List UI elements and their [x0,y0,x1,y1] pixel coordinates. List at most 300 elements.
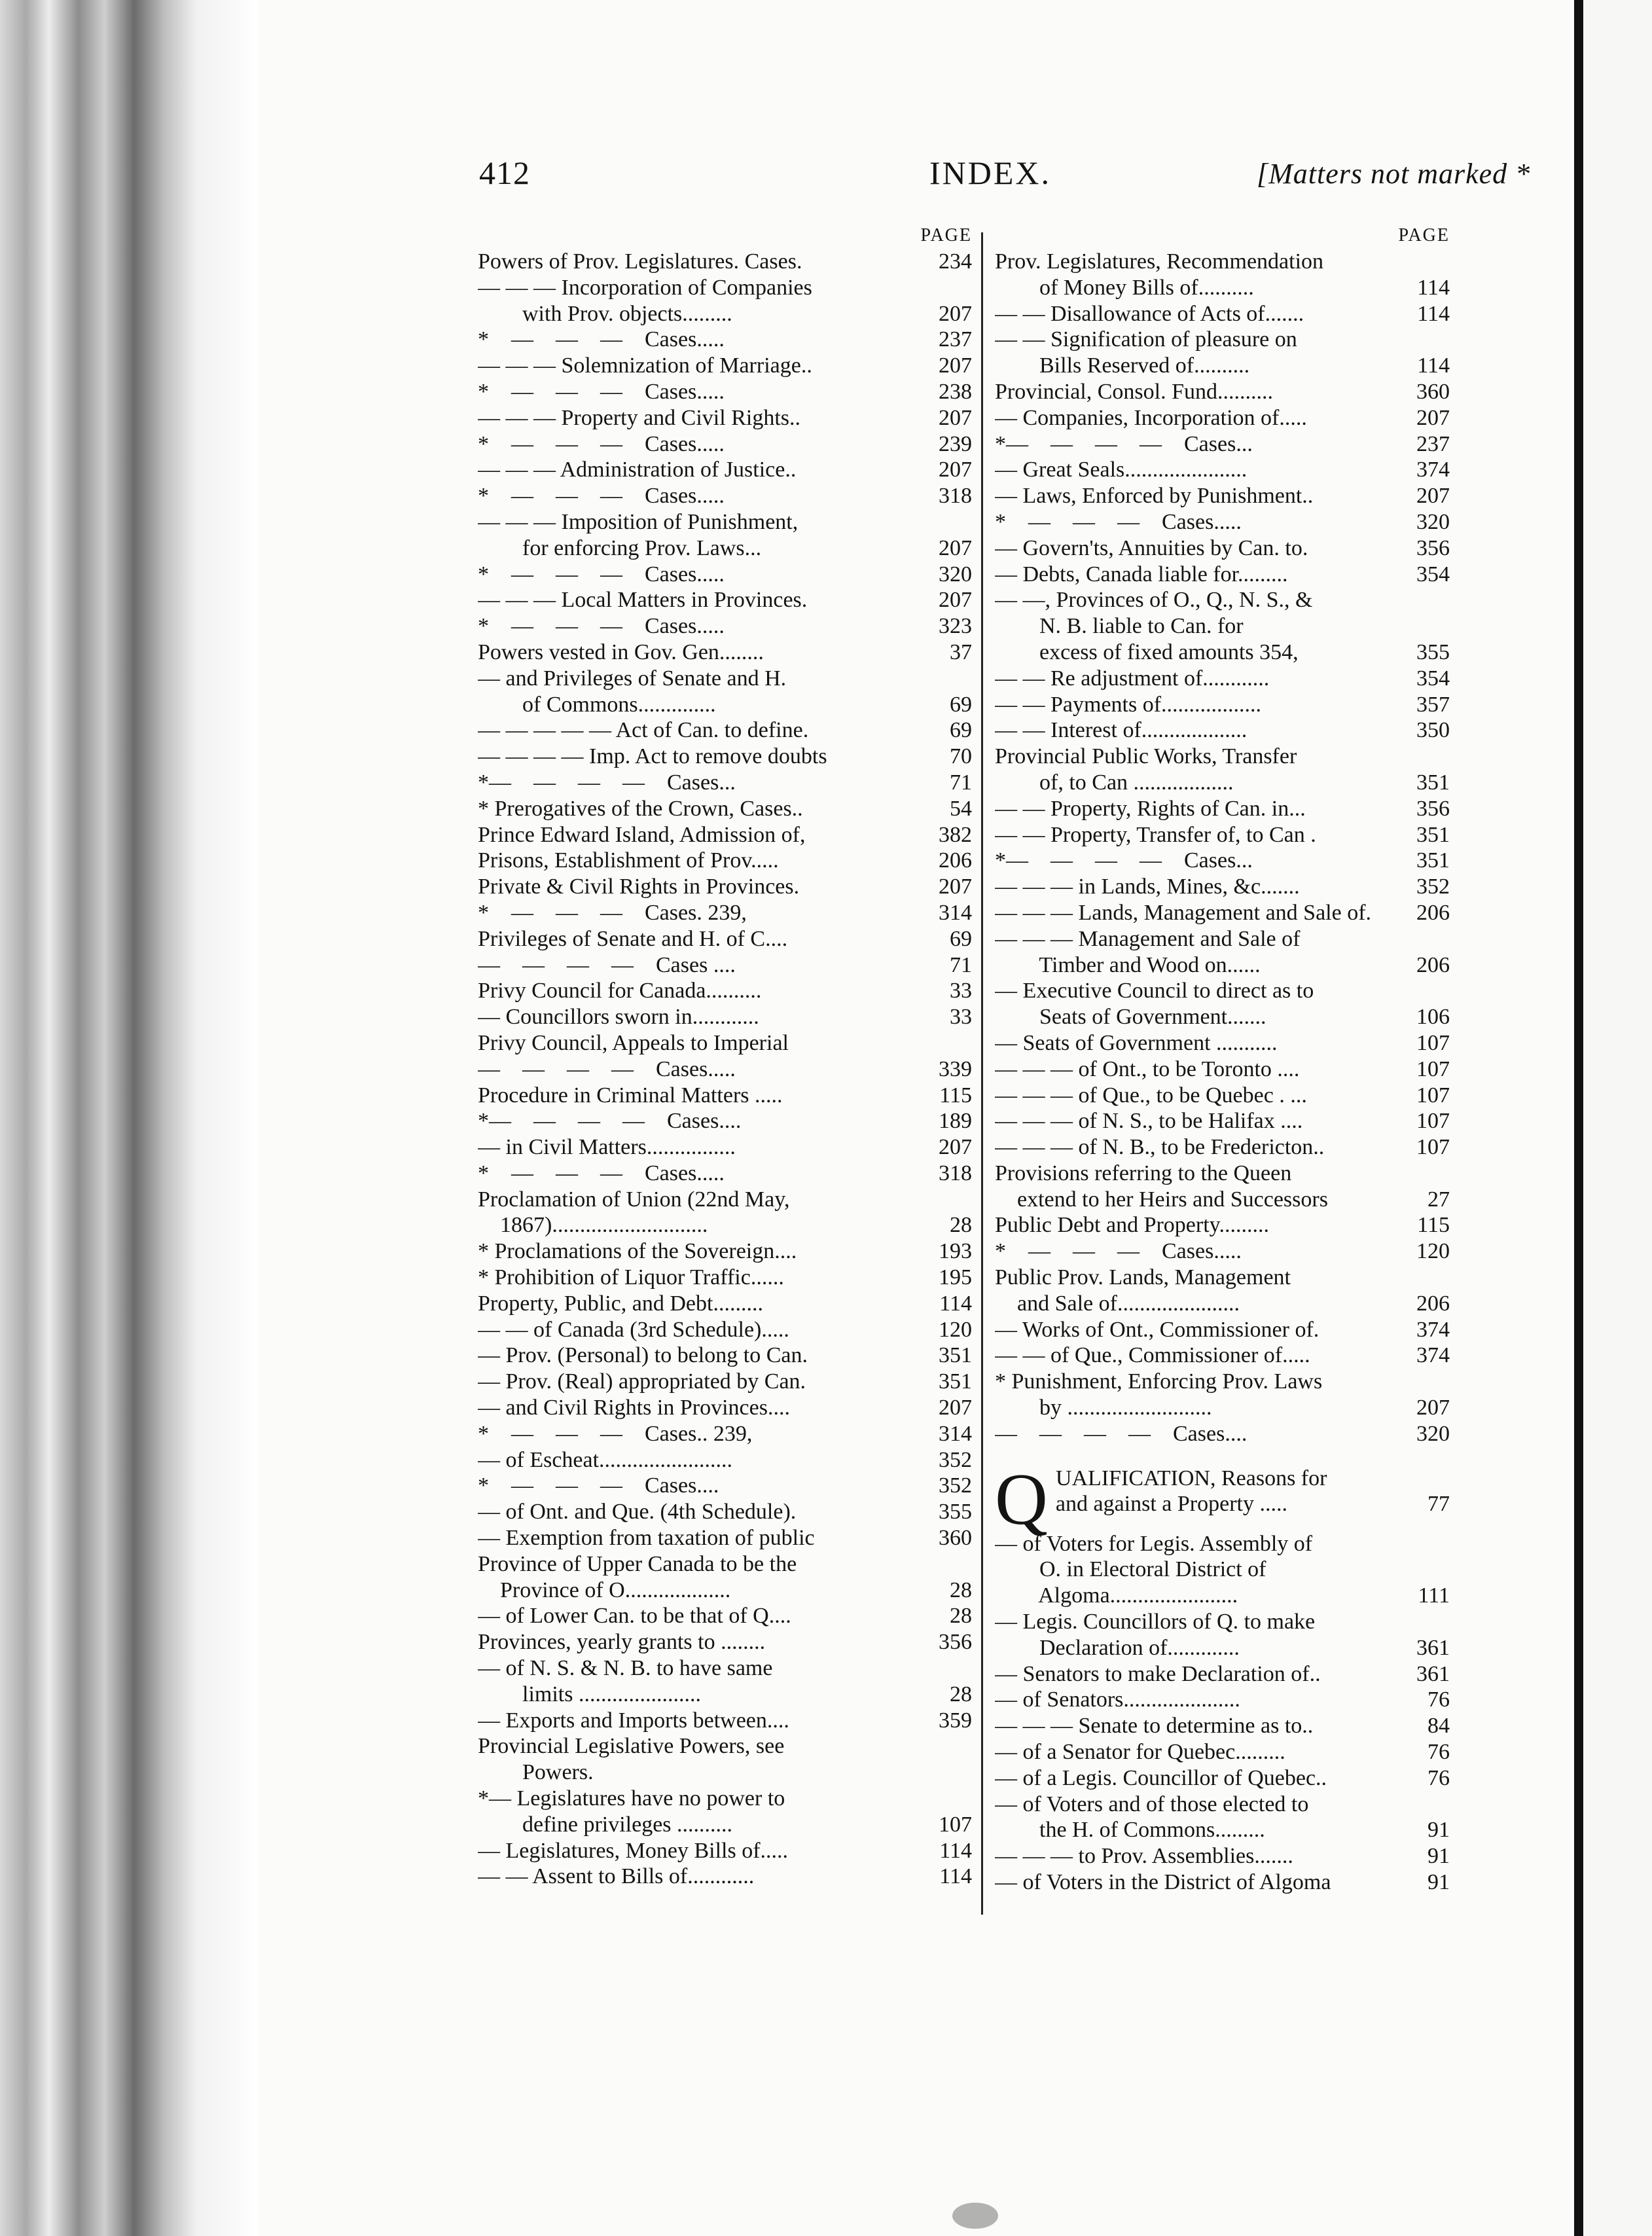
entry-text: Provincial Public Works, Transfer [995,744,1297,769]
index-entry [995,1421,1450,1447]
index-entry [478,613,972,640]
index-entry [478,379,972,405]
entry-page-number: 234 [939,249,972,274]
entry-page-number: 352 [939,1447,972,1472]
entry-page-number: 351 [1416,848,1450,873]
entry-text: — of a Legis. Councillor of Quebec.. [995,1765,1327,1790]
entry-page-number: 339 [939,1056,972,1081]
index-entry [478,1655,972,1682]
entry-page-number: 27 [1428,1187,1450,1212]
entry-page-number: 120 [1416,1239,1450,1264]
entry-page-number: 107 [939,1812,972,1837]
entry-text: * — — — Cases..... [995,509,1242,534]
entry-page-number: 320 [939,562,972,586]
index-entry [478,796,972,822]
index-entry [995,379,1450,405]
entry-page-number: 207 [939,405,972,430]
entry-text: — — Re adjustment of............ [995,666,1270,691]
index-entry [478,587,972,613]
entry-text: — — of Que., Commissioner of..... [995,1343,1310,1368]
entry-page-number: 111 [1418,1583,1450,1608]
entry-page-number: 361 [1416,1661,1450,1686]
entry-text: *— Legislatures have no power to [478,1786,785,1811]
entry-page-number: 374 [1416,1317,1450,1342]
index-entry [478,1161,972,1187]
head-note: [Matters not marked * [1257,158,1531,190]
index-entry [478,1265,972,1291]
index-entry [995,1030,1450,1056]
entry-page-number: 237 [1416,431,1450,456]
entry-text: — Works of Ont., Commissioner of. [995,1317,1320,1342]
entry-text: Proclamation of Union (22nd May, [478,1187,790,1212]
entry-text: — Legislatures, Money Bills of..... [478,1838,789,1863]
entry-page-number: 76 [1428,1765,1450,1790]
entry-text: — — — — — Act of Can. to define. [478,718,809,743]
entry-page-number: 106 [1416,1005,1450,1030]
entry-page-number: 355 [1416,640,1450,664]
entry-text: — — Signification of pleasure on [995,327,1297,352]
entry-text: Seats of Government....... [995,1005,1266,1030]
entry-page-number: 350 [1416,718,1450,743]
entry-page-number: 114 [1417,301,1450,326]
entry-text: * Proclamations of the Sovereign.... [478,1239,797,1264]
index-entry [478,562,972,588]
entry-text: — — — Imposition of Punishment, [478,509,799,534]
index-entry [478,327,972,353]
entry-text: Privy Council for Canada.......... [478,979,762,1003]
index-entry [1056,1491,1450,1517]
entry-page-number: 351 [939,1369,972,1394]
entry-text: Privy Council, Appeals to Imperial [478,1030,789,1055]
entry-text: Procedure in Criminal Matters ..... [478,1083,783,1108]
entry-page-number: 91 [1428,1870,1450,1895]
index-entry [995,874,1450,900]
entry-page-number: 207 [1416,484,1450,509]
entry-text: — Senators to make Declaration of.. [995,1661,1321,1686]
entry-page-number: 351 [1416,770,1450,795]
index-entry [478,1682,972,1708]
entry-page-number: 207 [939,353,972,378]
index-entry [478,874,972,900]
entry-text: Prince Edward Island, Admission of, [478,822,806,847]
entry-text: Prov. Legislatures, Recommendation [995,249,1324,274]
entry-page-number: 206 [1416,1291,1450,1316]
entry-page-number: 207 [1416,1396,1450,1420]
entry-text: — — — in Lands, Mines, &c....... [995,875,1300,899]
entry-text: — — — of N. B., to be Fredericton.. [995,1135,1325,1160]
entry-page-number: 356 [939,1630,972,1655]
running-head: INDEX. [929,154,1052,191]
entry-text: — — Interest of................... [995,718,1248,743]
index-entries-left [478,249,972,1890]
entry-page-number: 115 [1417,1213,1450,1238]
entry-text: — — — — Cases..... [478,1056,736,1081]
entry-text: and Sale of...................... [995,1291,1240,1316]
entry-text: *— — — — Cases... [995,431,1253,456]
entry-text: of Commons.............. [478,692,716,717]
index-entry [995,1134,1450,1161]
entry-text: — Prov. (Personal) to belong to Can. [478,1343,808,1368]
entry-text: Private & Civil Rights in Provinces. [478,875,800,899]
entry-page-number: 76 [1428,1687,1450,1712]
entry-page-number: 239 [939,431,972,456]
entry-text: * Punishment, Enforcing Prov. Laws [995,1369,1323,1394]
index-entry [478,1786,972,1812]
entry-text: — Exemption from taxation of public [478,1526,815,1551]
index-entry [995,1635,1450,1661]
index-entry [995,1817,1450,1843]
index-entry [995,1083,1450,1109]
index-entry [478,1108,972,1134]
entry-text: define privileges .......... [478,1812,733,1837]
index-entry [995,1792,1450,1818]
entry-text: Provincial, Consol. Fund.......... [995,379,1274,404]
index-entry [1056,1466,1450,1492]
entry-page-number: 206 [1416,900,1450,925]
entry-text: excess of fixed amounts 354, [995,640,1299,664]
index-entry [478,1030,972,1056]
entry-text: — Laws, Enforced by Punishment.. [995,484,1314,509]
index-entry [478,692,972,718]
index-entry [995,562,1450,588]
index-entry [478,301,972,327]
entry-page-number: 69 [950,926,972,951]
entry-text: Provinces, yearly grants to ........ [478,1630,766,1655]
entry-page-number: 351 [1416,822,1450,847]
index-entry [478,717,972,744]
index-entry [478,1551,972,1578]
entry-text: — — — Management and Sale of [995,926,1301,951]
entry-text: — — — — Cases .... [478,952,736,977]
index-entry [995,744,1450,770]
entry-page-number: 238 [939,379,972,404]
entry-page-number: 189 [939,1109,972,1134]
index-entry [478,822,972,848]
entry-page-number: 207 [939,458,972,482]
entry-text: — and Civil Rights in Provinces.... [478,1396,790,1420]
entry-text: * — — — Cases..... [478,614,725,639]
entry-text: Declaration of............. [995,1635,1240,1660]
entry-page-number: 382 [939,822,972,847]
entry-text: — — — Incorporation of Companies [478,275,812,300]
entry-text: — of Voters for Legis. Assembly of [995,1531,1313,1556]
entry-page-number: 354 [1416,666,1450,691]
entry-page-number: 84 [1428,1714,1450,1739]
index-entry [478,1238,972,1265]
entry-text: — Seats of Government ........... [995,1030,1278,1055]
index-entry [478,744,972,770]
entry-text: * Prohibition of Liquor Traffic...... [478,1265,784,1290]
entry-text: — — — of Que., to be Quebec . ... [995,1083,1307,1108]
entry-text: * — — — Cases..... [478,484,725,509]
entry-text: Provincial Legislative Powers, see [478,1734,785,1759]
entry-text: — — of Canada (3rd Schedule)..... [478,1317,789,1342]
index-entry [478,1369,972,1395]
entry-text: — in Civil Matters................ [478,1135,736,1160]
entry-page-number: 207 [939,1396,972,1420]
entry-page-number: 107 [1416,1056,1450,1081]
index-entry [995,1187,1450,1213]
entry-page-number: 28 [950,1682,972,1706]
entry-page-number: 91 [1428,1844,1450,1869]
entry-text: — Companies, Incorporation of..... [995,405,1307,430]
index-entry [478,640,972,666]
index-entry [995,1291,1450,1317]
index-entry [995,1765,1450,1792]
page-number: 412 [479,154,530,191]
entry-text: — — Property, Rights of Can. in... [995,796,1306,821]
entry-text: Powers vested in Gov. Gen........ [478,640,764,664]
entry-text: * — — — Cases..... [478,327,725,352]
entry-page-number: 207 [939,1135,972,1160]
entry-page-number: 71 [950,952,972,977]
entry-text: Privileges of Senate and H. of C.... [478,926,788,951]
entry-text: * — — — Cases. 239, [478,900,747,925]
entry-page-number: 70 [950,744,972,769]
entry-page-number: 114 [1417,353,1450,378]
index-entry [995,1238,1450,1265]
index-entry [478,431,972,458]
entry-page-number: 356 [1416,535,1450,560]
entry-text: limits ...................... [478,1682,701,1706]
index-entry [478,509,972,535]
index-entry [995,1212,1450,1238]
index-entry [478,1578,972,1604]
index-entry [995,1056,1450,1083]
entry-text: — —, Provinces of O., Q., N. S., & [995,588,1313,613]
index-entry [995,431,1450,458]
entry-text: — — — of Ont., to be Toronto .... [995,1056,1300,1081]
entry-page-number: 206 [1416,952,1450,977]
index-entry [478,1499,972,1525]
index-entry [995,1161,1450,1187]
page-column-label: PAGE [1398,225,1450,245]
entry-page-number: 33 [950,979,972,1003]
entry-page-number: 107 [1416,1109,1450,1134]
index-entry [995,1557,1450,1583]
index-entry [478,1864,972,1890]
index-entry [995,692,1450,718]
entry-text: * — — — Cases..... [478,431,725,456]
entry-text: — Executive Council to direct as to [995,979,1314,1003]
entry-text: Prisons, Establishment of Prov..... [478,848,779,873]
index-entry [995,900,1450,926]
drop-cap-letter: Q [995,1458,1048,1540]
index-entry [478,535,972,562]
entry-text: with Prov. objects......... [478,301,732,326]
index-entry [478,1083,972,1109]
index-entry [478,1056,972,1083]
entry-text: — Debts, Canada liable for......... [995,562,1288,586]
index-entry [478,1317,972,1343]
entry-page-number: 193 [939,1239,972,1264]
index-entry [995,1369,1450,1395]
index-entry [995,613,1450,640]
entry-page-number: 28 [950,1604,972,1629]
entry-page-number: 115 [939,1083,972,1108]
entry-text: * — — — Cases..... [478,562,725,586]
entry-page-number: 360 [939,1526,972,1551]
index-entry [478,1473,972,1499]
entry-text: — of Voters in the District of Algoma [995,1870,1331,1895]
entry-text: — and Privileges of Senate and H. [478,666,787,691]
index-entry [995,640,1450,666]
entry-page-number: 69 [950,692,972,717]
index-entry [995,1004,1450,1030]
index-entry [478,900,972,926]
index-entry [478,666,972,692]
section-q-first-entry [995,1466,1450,1518]
index-entry [478,249,972,275]
index-entry [995,353,1450,379]
entry-text: * — — — Cases.... [478,1473,719,1498]
index-entry [995,666,1450,692]
entry-page-number: 195 [939,1265,972,1290]
entry-text: — — — Lands, Management and Sale of. [995,900,1372,925]
entry-page-number: 207 [939,535,972,560]
entry-text: Algoma....................... [995,1583,1238,1608]
index-entry [995,1609,1450,1635]
entry-text: — Govern'ts, Annuities by Can. to. [995,535,1308,560]
entry-page-number: 320 [1416,1421,1450,1446]
index-entry [478,926,972,952]
index-column-left [478,223,972,1890]
index-entry [995,822,1450,848]
section-q [995,1458,1450,1896]
index-entry [995,405,1450,431]
index-entry [478,1447,972,1473]
entry-page-number: 207 [1416,405,1450,430]
entry-page-number: 360 [1416,379,1450,404]
entry-page-number: 320 [1416,509,1450,534]
index-entry [478,1603,972,1629]
index-entry [478,353,972,379]
index-entry [478,1759,972,1786]
entry-page-number: 107 [1416,1135,1450,1160]
entry-page-number: 314 [939,900,972,925]
index-entry [995,1739,1450,1765]
entry-page-number: 355 [939,1500,972,1524]
entry-page-number: 374 [1416,458,1450,482]
index-entry [478,848,972,874]
entry-text: — Councillors sworn in............ [478,1005,759,1030]
scan-smudge [952,2203,998,2229]
index-entry [995,1583,1450,1609]
index-entry [478,1187,972,1213]
index-entry [995,457,1450,483]
entry-text: — Legis. Councillors of Q. to make [995,1610,1316,1634]
entry-text: — of Voters and of those elected to [995,1792,1309,1816]
index-entry [995,1265,1450,1291]
entry-text: — — Disallowance of Acts of....... [995,301,1304,326]
entry-text: O. in Electoral District of [995,1557,1266,1582]
entry-text: *— — — — Cases... [995,848,1253,873]
entry-page-number: 28 [950,1578,972,1602]
entry-text: UALIFICATION, Reasons for [1055,1466,1327,1490]
index-entry [995,978,1450,1004]
entry-page-number: 33 [950,1005,972,1030]
entry-page-number: 359 [939,1708,972,1733]
index-entry [478,1838,972,1864]
entry-page-number: 91 [1428,1818,1450,1843]
index-entry [995,1343,1450,1369]
entry-text: * — — — Cases..... [995,1239,1242,1264]
scan-dark-margin [1574,0,1583,2236]
entry-page-number: 207 [939,588,972,613]
entry-text: Property, Public, and Debt......... [478,1291,763,1316]
index-entries-q [995,1531,1450,1896]
index-entry [995,1395,1450,1421]
scanned-book-edge [0,0,259,2236]
entry-text: — Great Seals...................... [995,458,1248,482]
entry-text: *— — — — Cases.... [478,1109,742,1134]
entry-text: — of N. S. & N. B. to have same [478,1656,773,1681]
index-entry [995,1713,1450,1739]
entry-text: — of a Senator for Quebec......... [995,1740,1285,1765]
entry-page-number: 114 [1417,275,1450,300]
index-entry [478,275,972,301]
entry-text: N. B. liable to Can. for [995,614,1244,639]
index-entry [995,1687,1450,1713]
entry-text: of Money Bills of.......... [995,275,1254,300]
entry-page-number: 114 [939,1291,972,1316]
entry-text: Public Prov. Lands, Management [995,1265,1291,1290]
index-entry [478,1343,972,1369]
index-entry [478,1733,972,1759]
index-entry [995,952,1450,979]
entry-page-number: 354 [1416,562,1450,586]
index-entry [995,535,1450,562]
entry-page-number: 206 [939,848,972,873]
entry-text: — — Payments of.................. [995,692,1262,717]
index-entry [995,796,1450,822]
column-divider [981,232,983,1915]
entry-text: Public Debt and Property......... [995,1213,1269,1238]
entry-text: — — — — Imp. Act to remove doubts [478,744,827,769]
index-entry [995,717,1450,744]
index-entry [478,978,972,1004]
entry-page-number: 207 [939,875,972,899]
entry-text: — — Assent to Bills of............ [478,1864,755,1889]
index-entry [995,1317,1450,1343]
entry-page-number: 54 [950,796,972,821]
entry-page-number: 314 [939,1421,972,1446]
entry-page-number: 114 [939,1864,972,1889]
index-entry [478,1812,972,1838]
entry-text: — — Property, Transfer of, to Can . [995,822,1316,847]
entry-text: — — — Senate to determine as to.. [995,1714,1314,1739]
entry-page-number: 107 [1416,1083,1450,1108]
entry-text: of, to Can .................. [995,770,1234,795]
index-entry [995,848,1450,874]
entry-text: — Prov. (Real) appropriated by Can. [478,1369,806,1394]
entry-text: *— — — — Cases... [478,770,736,795]
index-entry [478,1134,972,1161]
entry-text: — of Ont. and Que. (4th Schedule). [478,1500,797,1524]
entry-page-number: 28 [950,1213,972,1238]
index-entry [995,926,1450,952]
entry-text: — — — Solemnization of Marriage.. [478,353,812,378]
index-entry [995,483,1450,509]
index-entry [478,1629,972,1655]
entry-page-number: 37 [950,640,972,664]
index-entry [478,1708,972,1734]
index-column-right [995,223,1450,1896]
index-entry [478,405,972,431]
entry-text: — of Senators..................... [995,1687,1240,1712]
entry-text: Province of Upper Canada to be the [478,1551,797,1576]
entry-page-number: 356 [1416,796,1450,821]
